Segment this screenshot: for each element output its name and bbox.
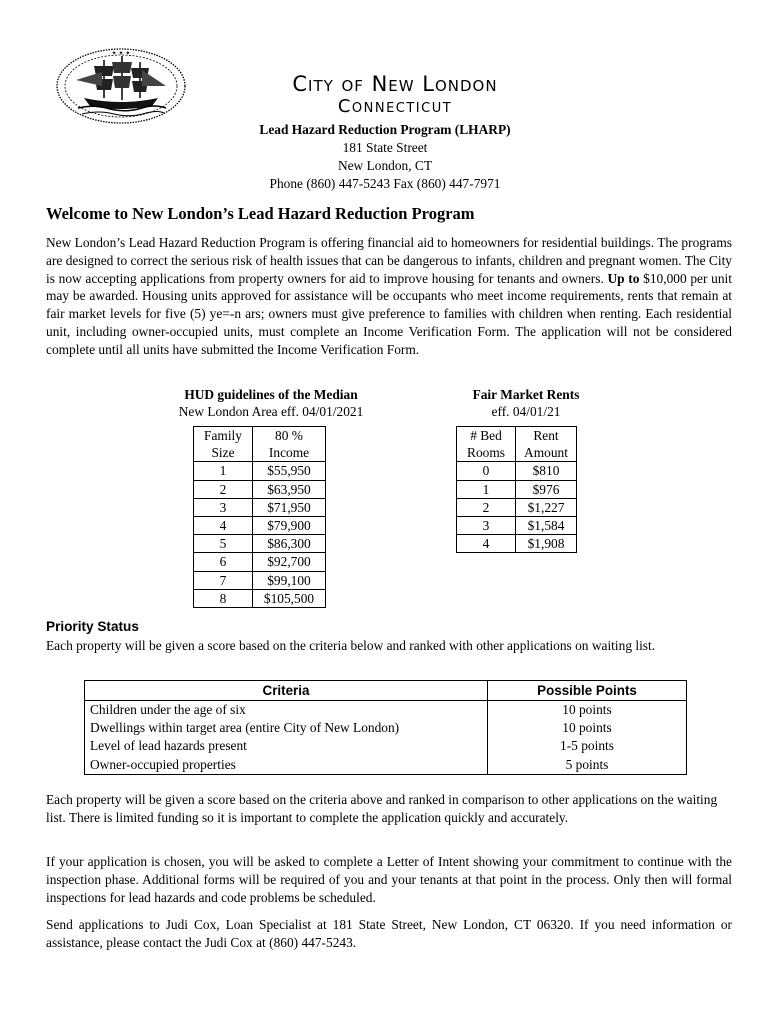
svg-text:✦ ✦ ✦: ✦ ✦ ✦: [111, 50, 131, 57]
table-row: [194, 480, 326, 498]
table-cell: $63,950: [253, 480, 326, 498]
table-cell: $105,500: [253, 589, 326, 607]
criteria-column-header: Criteria: [85, 681, 488, 701]
closing-paragraph-1: Each property will be given a score based on the criteria above and ranked in comparison to other applications on the waiting list. There is limited funding so it is important to complete the application quickly and accurately.: [46, 792, 718, 825]
table-header-row: [194, 427, 326, 445]
table-cell: $99,100: [253, 571, 326, 589]
table-cell: $1,908: [516, 535, 577, 553]
table-row: [194, 498, 326, 516]
table-header-row: [457, 444, 577, 462]
address-city: New London, CT: [337, 158, 433, 173]
table-cell: 4: [457, 535, 516, 553]
table-cell: 3: [457, 516, 516, 534]
table-cell: $1,227: [516, 498, 577, 516]
intro-paragraph: New London’s Lead Hazard Reduction Program is offering financial aid to homeowners for residential buildings. The programs are designed to correct the serious risk of health issues that can be dangerous to infants, children and pregnant women. The City is now accepting applications from property owners for aid to improve housing for tenants and owners. Up to $10,000 per unit may be awarded. Housing units approved for assistance will be occupants who meet income requirements, rents that remain at fair market levels for five (5) ye=-n ars; owners must give preference to families with children when renting. Each residential unit, including owner-occupied units, must complete an Income Verification Form. The application will not be considered complete until all units have submitted the Income Verification Form.: [46, 235, 732, 357]
table-header-cell: # Bed: [457, 427, 516, 445]
table-cell: 0: [457, 462, 516, 480]
table-header-cell: Amount: [516, 444, 577, 462]
points-column-header: Possible Points: [488, 681, 687, 701]
table-cell: Level of lead hazards present: [85, 737, 488, 755]
table-row: [457, 498, 577, 516]
table-row: [457, 462, 577, 480]
table-cell: 1: [194, 462, 253, 480]
table-cell: $55,950: [253, 462, 326, 480]
table-row: [457, 480, 577, 498]
table-cell: $71,950: [253, 498, 326, 516]
fmr-table-caption: [440, 386, 612, 420]
fair-market-rents-table: [456, 426, 577, 553]
table-row: [194, 571, 326, 589]
table-header-cell: Rent: [516, 427, 577, 445]
table-cell: 1-5 points: [488, 737, 687, 755]
phone-fax: Phone (860) 447-5243 Fax (860) 447-7971: [269, 176, 501, 191]
table-row: [85, 756, 687, 775]
priority-status-heading: Priority Status: [46, 619, 139, 634]
table-row: [85, 719, 687, 737]
table-row: [194, 462, 326, 480]
table-cell: 5 points: [488, 756, 687, 775]
address-street: 181 State Street: [342, 140, 428, 155]
hud-table-subtitle: New London Area eff. 04/01/2021: [178, 404, 364, 419]
table-cell: 1: [457, 480, 516, 498]
state-title: Connecticut: [337, 96, 453, 117]
closing-paragraph-2: If your application is chosen, you will be asked to complete a Letter of Intent showing your commitment to continue with the inspection phase. Additional forms will be required of you and your tenants at that point in the process. Only then will formal inspections for lead hazards and code problems be scheduled.: [46, 854, 732, 905]
table-cell: 5: [194, 535, 253, 553]
table-cell: 2: [457, 498, 516, 516]
priority-intro-paragraph: Each property will be given a score based on the criteria below and ranked with other applications on waiting list.: [46, 638, 656, 653]
hud-table-caption: [148, 386, 394, 420]
table-cell: 8: [194, 589, 253, 607]
table-cell: 7: [194, 571, 253, 589]
table-cell: 2: [194, 480, 253, 498]
table-header-cell: Family: [194, 427, 253, 445]
fmr-table-title: Fair Market Rents: [472, 387, 580, 402]
table-row: [194, 516, 326, 534]
table-header-row: [85, 681, 687, 701]
table-row: [194, 589, 326, 607]
table-cell: 10 points: [488, 719, 687, 737]
hud-table-title: HUD guidelines of the Median: [184, 387, 358, 402]
table-row: [457, 516, 577, 534]
table-row: [85, 701, 687, 720]
table-row: [194, 553, 326, 571]
table-cell: $86,300: [253, 535, 326, 553]
city-title: City of New London: [292, 72, 498, 96]
hud-income-table: [193, 426, 326, 608]
table-cell: 3: [194, 498, 253, 516]
table-cell: $810: [516, 462, 577, 480]
table-cell: $92,700: [253, 553, 326, 571]
priority-criteria-table: [84, 680, 687, 775]
table-header-cell: Rooms: [457, 444, 516, 462]
table-cell: Dwellings within target area (entire City of New London): [85, 719, 488, 737]
fmr-table-subtitle: eff. 04/01/21: [491, 404, 561, 419]
table-cell: $79,900: [253, 516, 326, 534]
table-cell: 6: [194, 553, 253, 571]
table-row: [85, 737, 687, 755]
table-header-row: [194, 444, 326, 462]
table-cell: $976: [516, 480, 577, 498]
table-cell: $1,584: [516, 516, 577, 534]
table-cell: Children under the age of six: [85, 701, 488, 720]
table-cell: 10 points: [488, 701, 687, 720]
table-row: [457, 535, 577, 553]
table-cell: Owner-occupied properties: [85, 756, 488, 775]
table-row: [194, 535, 326, 553]
table-header-cell: Size: [194, 444, 253, 462]
table-header-cell: 80 %: [253, 427, 326, 445]
closing-paragraph-3: Send applications to Judi Cox, Loan Specialist at 181 State Street, New London, CT 06320. If you need information or assistance, please contact the Judi Cox at (860) 447-5243.: [46, 917, 732, 950]
welcome-heading: Welcome to New London’s Lead Hazard Reduction Program: [46, 204, 475, 223]
table-header-row: [457, 427, 577, 445]
table-header-cell: Income: [253, 444, 326, 462]
program-name: Lead Hazard Reduction Program (LHARP): [259, 122, 511, 137]
table-cell: 4: [194, 516, 253, 534]
